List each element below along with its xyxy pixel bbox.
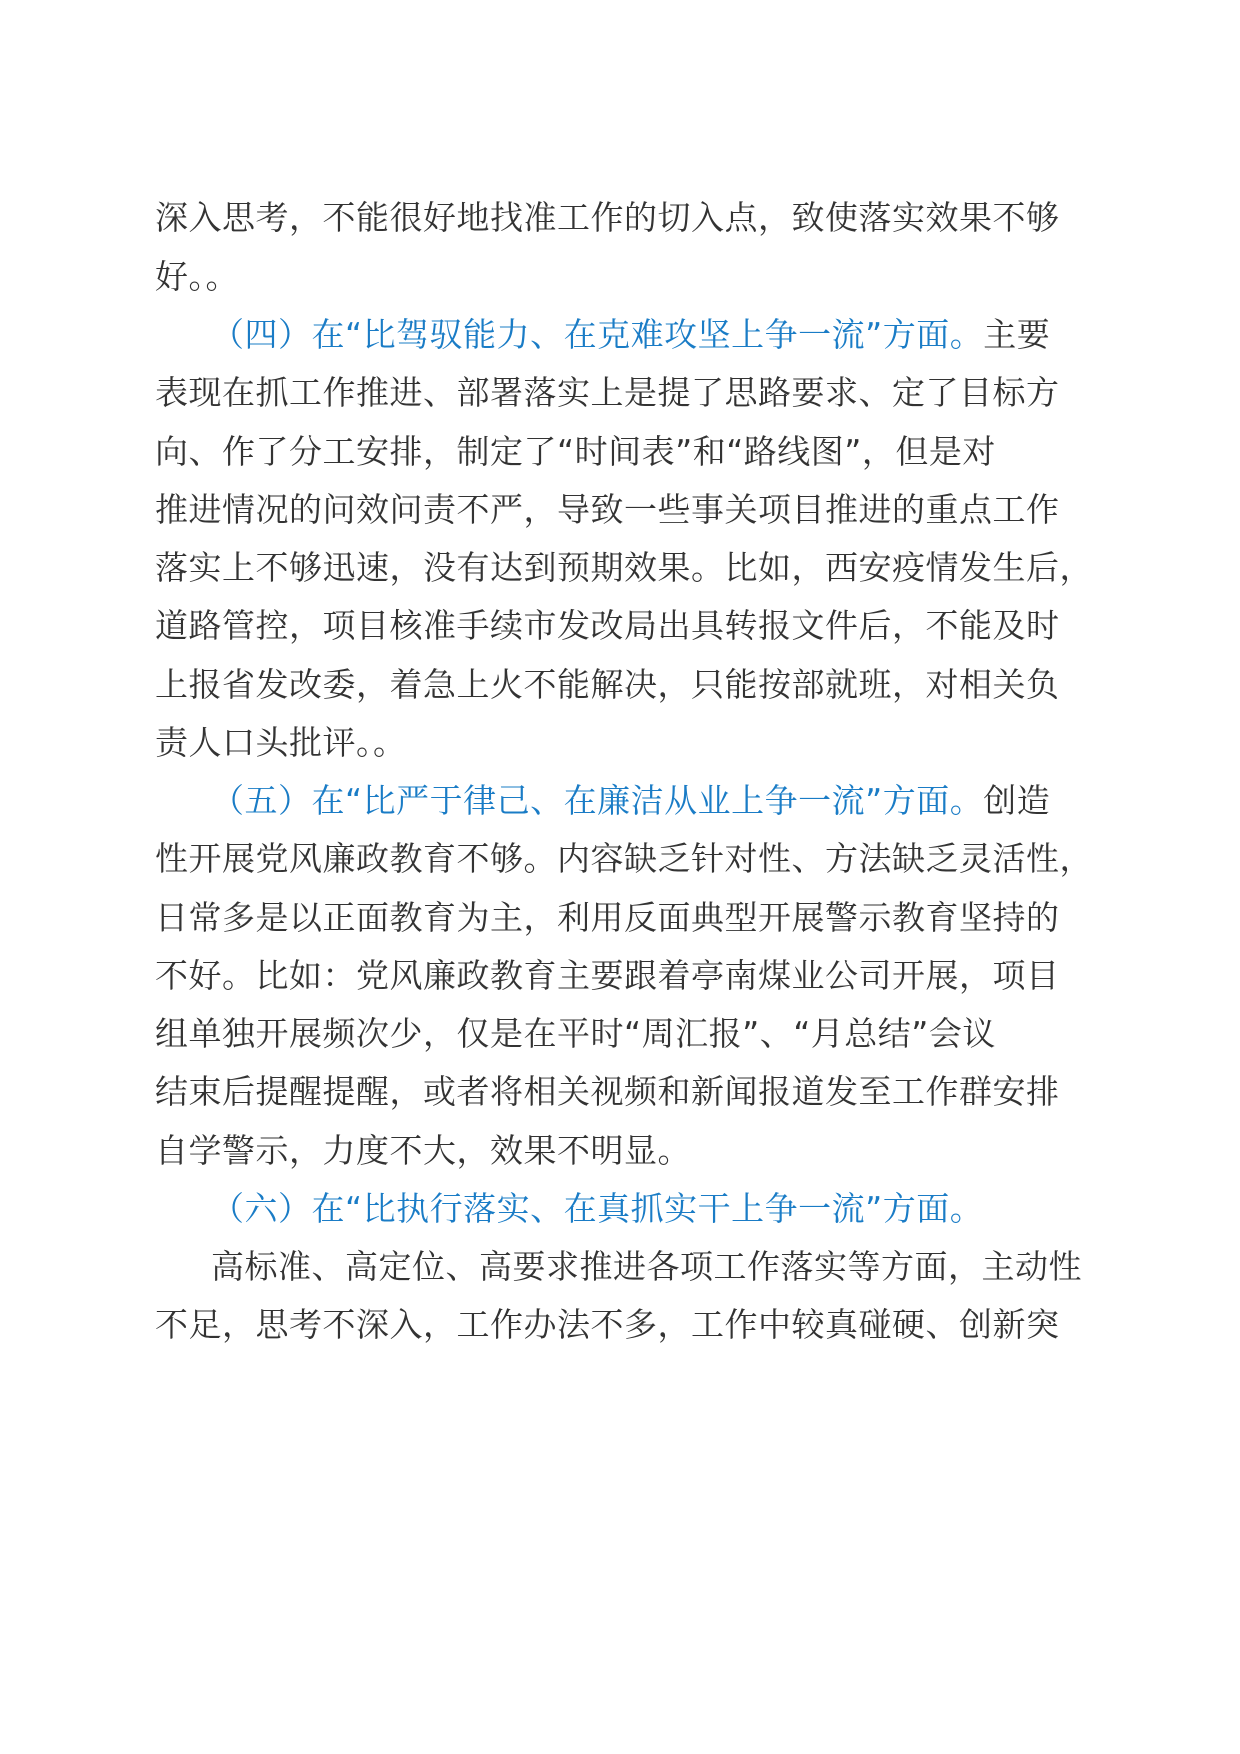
section-heading-6 — [211, 1176, 983, 1242]
body-line: 结束后提醒提醒，或者将相关视频和新闻报道发至工作群安排 — [155, 1072, 1060, 1111]
heading-text: （六）在“比执行落实、在真抓实干上争一流”方面。 — [211, 1189, 984, 1228]
body-line: 自学警示，力度不大，效果不明显。 — [155, 1131, 691, 1170]
body-line: 落实上不够迅速，没有达到预期效果。比如，西安疫情发生后， — [155, 548, 1093, 587]
body-line: 不足，思考不深入，工作办法不多，工作中较真碰硬、创新突 — [155, 1305, 1060, 1344]
body-line: 表现在抓工作推进、部署落实上是提了思路要求、定了目标方 — [155, 373, 1060, 412]
body-line: 上报省发改委，着急上火不能解决，只能按部就班，对相关负 — [155, 665, 1060, 704]
body-line: 不好。比如：党风廉政教育主要跟着亭南煤业公司开展，项目 — [155, 956, 1060, 995]
body-line: 高标准、高定位、高要求推进各项工作落实等方面，主动性 — [211, 1247, 1082, 1286]
heading-continuation: 创造 — [983, 781, 1051, 820]
body-line: 日常多是以正面教育为主，利用反面典型开展警示教育坚持的 — [155, 898, 1060, 937]
heading-text: （四）在“比驾驭能力、在克难攻坚上争一流”方面。 — [211, 315, 984, 354]
heading-continuation: 主要 — [983, 315, 1051, 354]
section-heading-5 — [211, 768, 1050, 834]
body-line: 组单独开展频次少，仅是在平时“周汇报”、“月总结”会议 — [155, 1014, 996, 1053]
body-line: 责人口头批评。。 — [155, 723, 407, 762]
body-line: 好。。 — [155, 257, 239, 296]
body-line: 向、作了分工安排，制定了“时间表”和“路线图”，但是对 — [155, 432, 996, 471]
heading-text: （五）在“比严于律己、在廉洁从业上争一流”方面。 — [211, 781, 984, 820]
section-heading-4 — [211, 302, 1050, 368]
body-line: 推进情况的问效问责不严，导致一些事关项目推进的重点工作 — [155, 490, 1060, 529]
body-line: 性开展党风廉政教育不够。内容缺乏针对性、方法缺乏灵活性， — [155, 839, 1093, 878]
body-line: 深入思考，不能很好地找准工作的切入点，致使落实效果不够 — [155, 198, 1060, 237]
body-line: 道路管控，项目核准手续市发改局出具转报文件后，不能及时 — [155, 606, 1060, 645]
